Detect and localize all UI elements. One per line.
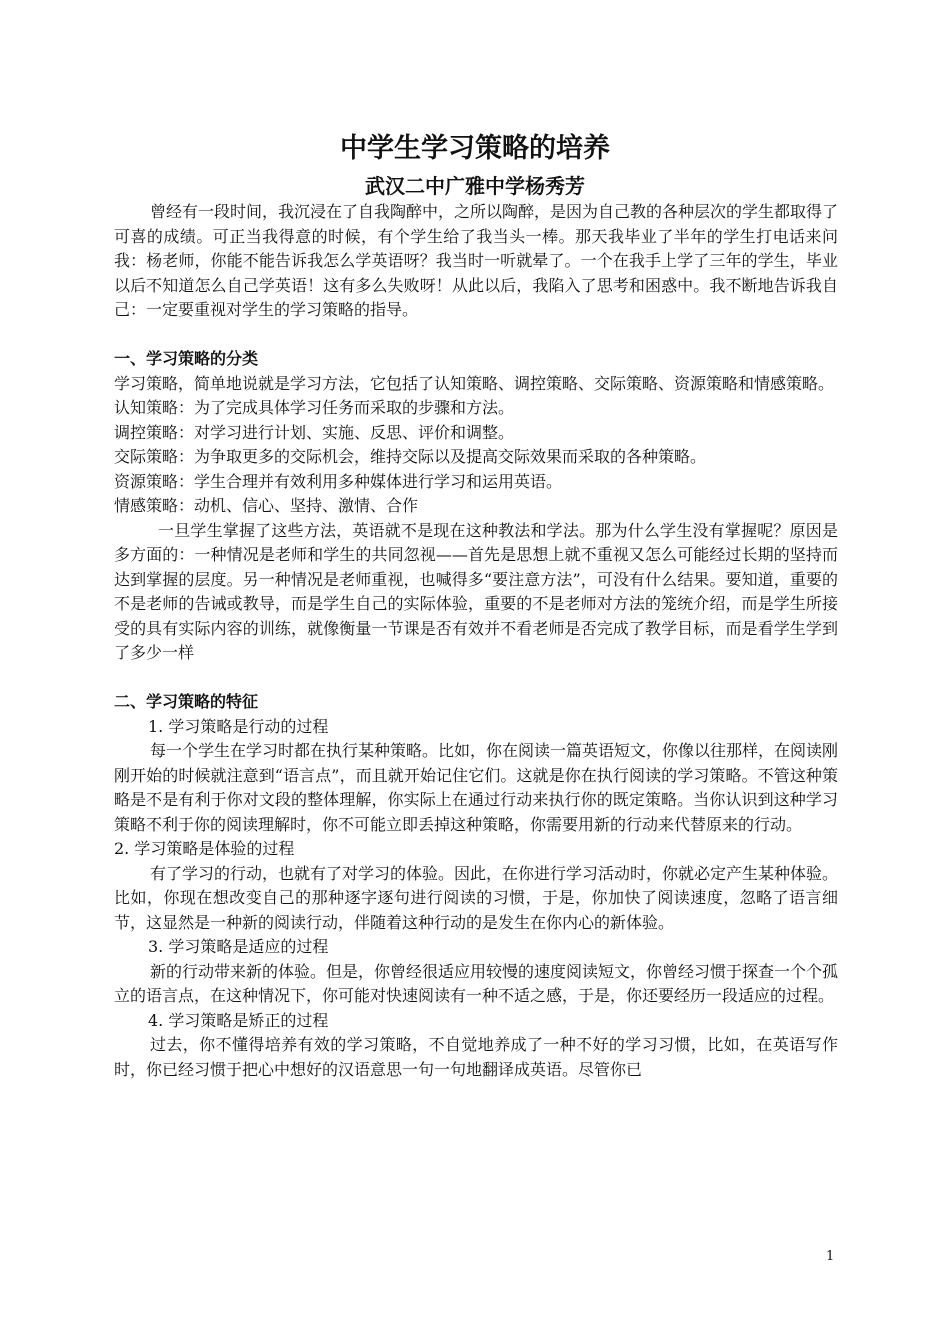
document-title: 中学生学习策略的培养 [340, 133, 610, 164]
page-number: 1 [826, 1249, 835, 1264]
subsection-3-text: 新的行动带来新的体验。但是，你曾经很适应用较慢的速度阅读短文，你曾经习惯于探查一个个孤立的语言点，在这种情况下，你可能对快速阅读有一种不适之感，于是，你还要经历一段适应的过程。 [114, 961, 839, 1005]
resource-strategy: 资源策略：学生合理并有效利用多种媒体进行学习和运用英语。 [114, 471, 563, 491]
subsection-2-text: 有了学习的行动，也就有了对学习的体验。因此，在你进行学习活动时，你就必定产生某种体验。比如，你现在想改变自己的那种逐字逐句进行阅读的习惯，于是，你加快了阅读速度，忽略了语言细节，这显然是一种新的阅读行动，伴随着这种行动的是发生在你内心的新体验。 [114, 863, 839, 932]
subsection-2-title: 2. 学习策略是体验的过程 [114, 839, 295, 858]
subsection-4-text: 过去，你不懂得培养有效的学习策略，不自觉地养成了一种不好的学习习惯，比如，在英语写作时，你已经习惯于把心中想好的汉语意思一句一句地翻译成英语。尽管你已 [114, 1035, 838, 1079]
section-1-heading: 一、学习策略的分类 [114, 349, 259, 368]
affective-strategy: 情感策略：动机、信心、坚持、激情、合作 [114, 496, 419, 515]
subsection-4-title: 4. 学习策略是矫正的过程 [148, 1010, 329, 1030]
regulation-strategy: 调控策略：对学习进行计划、实施、反思、评价和调整。 [114, 422, 515, 442]
subsection-1-title: 1. 学习策略是行动的过程 [148, 716, 329, 736]
subsection-3-title: 3. 学习策略是适应的过程 [148, 937, 329, 956]
author-line: 武汉二中广雅中学杨秀芳 [365, 174, 585, 198]
section-2-heading: 二、学习策略的特征 [114, 692, 259, 711]
section-1-paragraph: 一旦学生掌握了这些方法，英语就不是现在这种教法和学法。那为什么学生没有掌握呢？原因是多方面的：一种情况是老师和学生的共同忽视——首先是思想上就不重视又怎么可能经过长期的坚持而达到掌握的层度。另一种情况是老师重视，也喊得多“要注意方法”，可没有什么结果。要知道，重要的不是老师的告诫或教导，而是学生自己的实际体验，重要的不是老师对方法的笼统介绍，而是学生所接受的具有实际内容的训练，就像衡量一节课是否有效并不看老师是否完成了教学目标，而是看学生学到了多少一样 [114, 520, 838, 662]
strategy-definition: 学习策略，简单地说就是学习方法，它包括了认知策略、调控策略、交际策略、资源策略和情感策略。 [114, 373, 835, 393]
communication-strategy: 交际策略：为争取更多的交际机会，维持交际以及提高交际效果而采取的各种策略。 [114, 447, 707, 466]
document-body [114, 200, 838, 1082]
subsection-1-text: 每一个学生在学习时都在执行某种策略。比如，你在阅读一篇英语短文，你像以往那样，在阅读刚刚开始的时候就注意到“语言点”，而且就开始记住它们。这就是你在执行阅读的学习策略。不管这种策略是不是有利于你对文段的整体理解，你实际上在通过行动来执行你的既定策略。当你认识到这种学习策略不利于你的阅读理解时，你不可能立即丢掉这种策略，你需要用新的行动来代替原来的行动。 [114, 741, 839, 834]
intro-paragraph: 曾经有一段时间，我沉浸在了自我陶醉中，之所以陶醉，是因为自己教的各种层次的学生都取得了可喜的成绩。可正当我得意的时候，有个学生给了我当头一棒。那天我毕业了半年的学生打电话来问我：杨老师，你能不能告诉我怎么学英语呀？我当时一听就晕了。一个在我手上学了三年的学生，毕业以后不知道怎么自己学英语！这有多么失败呀！从此以后，我陷入了思考和困惑中。我不断地告诉我自己：一定要重视对学生的学习策略的指导。 [114, 202, 839, 319]
cognitive-strategy: 认知策略：为了完成具体学习任务而采取的步骤和方法。 [114, 398, 515, 417]
